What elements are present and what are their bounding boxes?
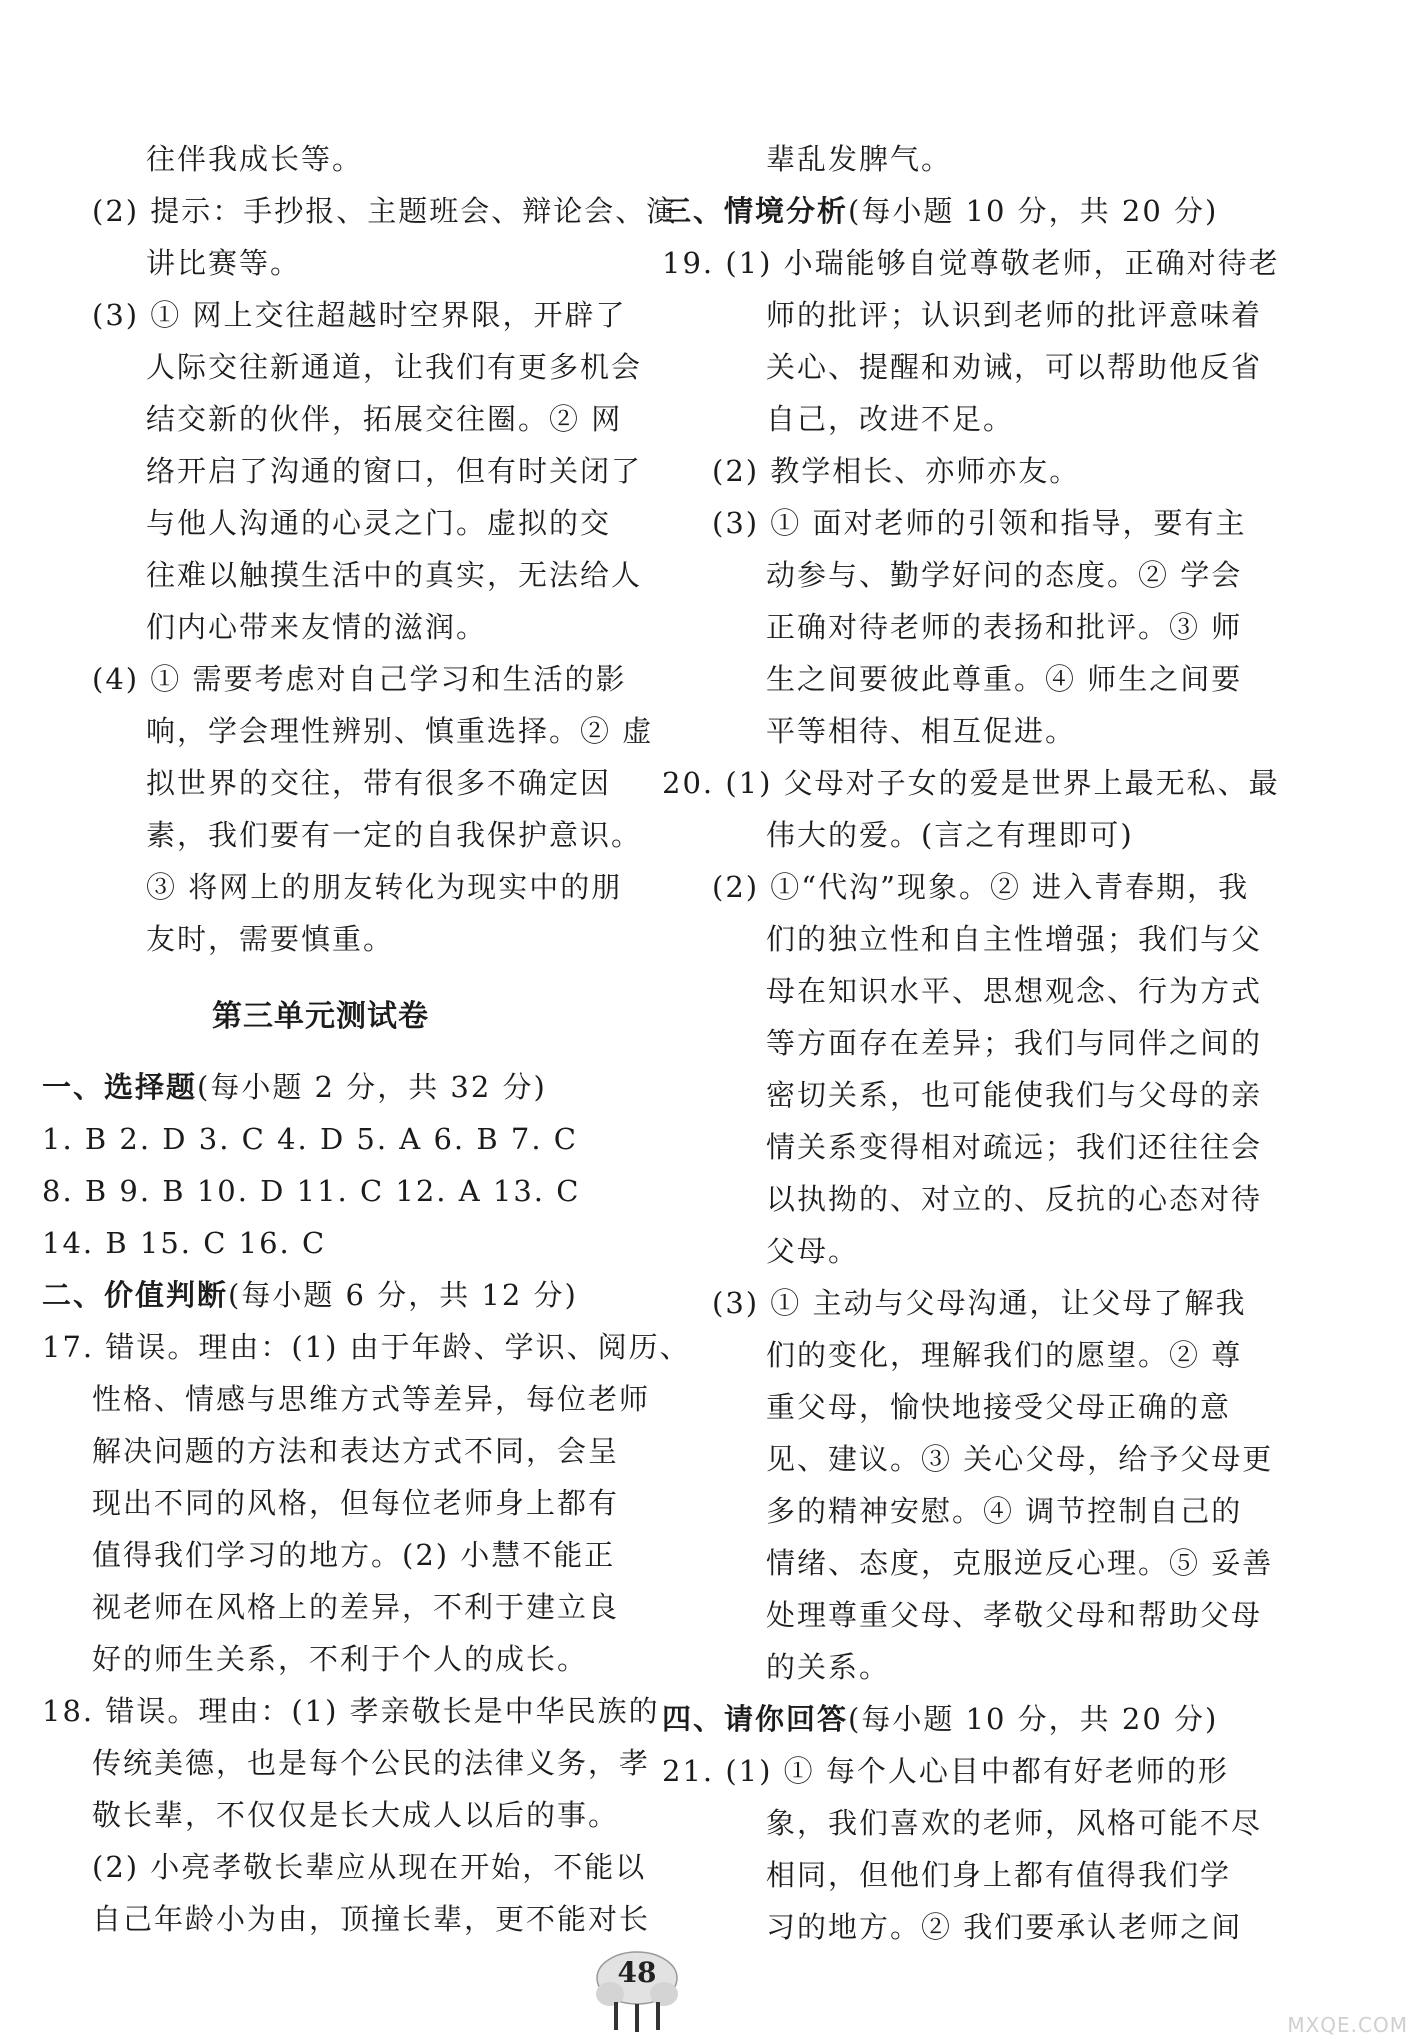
text-line: 伟大的爱。(言之有理即可) — [766, 818, 1134, 852]
text-line: 动参与、勤学好问的态度。② 学会 — [766, 558, 1243, 592]
answer-line: 1. B 2. D 3. C 4. D 5. A 6. B 7. C — [42, 1122, 578, 1156]
text-line: 解决问题的方法和表达方式不同，会呈 — [92, 1434, 620, 1468]
text-line: (2) ①“代沟”现象。② 进入青春期，我 — [712, 870, 1250, 904]
text-line: 重父母，愉快地接受父母正确的意 — [766, 1390, 1232, 1424]
text-line: 象，我们喜欢的老师，风格可能不尽 — [766, 1806, 1263, 1840]
text-line: 视老师在风格上的差异，不利于建立良 — [92, 1590, 620, 1624]
text-line: 辈乱发脾气。 — [766, 142, 953, 176]
text-line: 平等相待、相互促进。 — [766, 714, 1077, 748]
answer-line: 8. B 9. B 10. D 11. C 12. A 13. C — [42, 1174, 581, 1208]
text-line: 17. 错误。理由：(1) 由于年龄、学识、阅历、 — [42, 1330, 691, 1364]
text-line: 情绪、态度，克服逆反心理。⑤ 妥善 — [766, 1546, 1274, 1580]
text-line: (2) 小亮孝敬长辈应从现在开始，不能以 — [92, 1850, 647, 1884]
text-line: 们内心带来友情的滋润。 — [146, 610, 488, 644]
section-heading: 四、请你回答(每小题 10 分，共 20 分) — [662, 1702, 1219, 1736]
text-line: 21. (1) ① 每个人心目中都有好老师的形 — [662, 1754, 1229, 1788]
answer-line: 14. B 15. C 16. C — [42, 1226, 327, 1260]
text-line: 拟世界的交往，带有很多不确定因 — [146, 766, 612, 800]
text-line: 师的批评；认识到老师的批评意味着 — [766, 298, 1263, 332]
text-line: 的关系。 — [766, 1650, 891, 1684]
section-heading: 一、选择题(每小题 2 分，共 32 分) — [42, 1070, 547, 1104]
text-line: 情关系变得相对疏远；我们还往往会 — [766, 1130, 1263, 1164]
text-line: 敬长辈，不仅仅是长大成人以后的事。 — [92, 1798, 620, 1832]
text-line: (3) ① 网上交往超越时空界限，开辟了 — [92, 298, 627, 332]
text-line: 们的变化，理解我们的愿望。② 尊 — [766, 1338, 1243, 1372]
text-line: (4) ① 需要考虑对自己学习和生活的影 — [92, 662, 627, 696]
text-line: (2) 教学相长、亦师亦友。 — [712, 454, 1081, 488]
text-line: 18. 错误。理由：(1) 孝亲敬长是中华民族的 — [42, 1694, 660, 1728]
text-line: 多的精神安慰。④ 调节控制自己的 — [766, 1494, 1243, 1528]
page-number: 48 — [617, 1956, 657, 1989]
text-line: 密切关系，也可能使我们与父母的亲 — [766, 1078, 1263, 1112]
page-number-badge — [592, 1948, 682, 2034]
text-line: 关心、提醒和劝诫，可以帮助他反省 — [766, 350, 1263, 384]
text-line: 相同，但他们身上都有值得我们学 — [766, 1858, 1232, 1892]
text-line: (3) ① 主动与父母沟通，让父母了解我 — [712, 1286, 1247, 1320]
text-line: 往伴我成长等。 — [146, 142, 364, 176]
text-line: 正确对待老师的表扬和批评。③ 师 — [766, 610, 1243, 644]
text-line: 友时，需要慎重。 — [146, 922, 395, 956]
text-line: 见、建议。③ 关心父母，给予父母更 — [766, 1442, 1274, 1476]
text-line: 母在知识水平、思想观念、行为方式 — [766, 974, 1263, 1008]
text-line: 传统美德，也是每个公民的法律义务，孝 — [92, 1746, 651, 1780]
text-line: 值得我们学习的地方。(2) 小慧不能正 — [92, 1538, 616, 1572]
text-line: 以执拗的、对立的、反抗的心态对待 — [766, 1182, 1263, 1216]
text-line: 处理尊重父母、孝敬父母和帮助父母 — [766, 1598, 1263, 1632]
text-line: 自己年龄小为由，顶撞长辈，更不能对长 — [92, 1902, 651, 1936]
text-line: ③ 将网上的朋友转化为现实中的朋 — [146, 870, 623, 904]
text-line: 习的地方。② 我们要承认老师之间 — [766, 1910, 1243, 1944]
text-line: 们的独立性和自主性增强；我们与父 — [766, 922, 1263, 956]
text-line: 父母。 — [766, 1234, 860, 1268]
section-title: 第三单元测试卷 — [212, 999, 429, 1034]
text-line: 讲比赛等。 — [146, 246, 302, 280]
watermark-text: MXQE.COM — [1287, 2013, 1408, 2037]
text-line: 自己，改进不足。 — [766, 402, 1015, 436]
text-line: (2) 提示：手抄报、主题班会、辩论会、演 — [92, 194, 678, 228]
text-line: 等方面存在差异；我们与同伴之间的 — [766, 1026, 1263, 1060]
text-line: 结交新的伙伴，拓展交往圈。② 网 — [146, 402, 623, 436]
text-line: (3) ① 面对老师的引领和指导，要有主 — [712, 506, 1247, 540]
text-line: 人际交往新通道，让我们有更多机会 — [146, 350, 643, 384]
text-line: 好的师生关系，不利于个人的成长。 — [92, 1642, 589, 1676]
text-line: 响，学会理性辨别、慎重选择。② 虚 — [146, 714, 654, 748]
section-heading: 三、情境分析(每小题 10 分，共 20 分) — [662, 194, 1219, 228]
text-line: 20. (1) 父母对子女的爱是世界上最无私、最 — [662, 766, 1280, 800]
section-heading: 二、价值判断(每小题 6 分，共 12 分) — [42, 1278, 578, 1312]
text-line: 19. (1) 小瑞能够自觉尊敬老师，正确对待老 — [662, 246, 1280, 280]
text-line: 生之间要彼此尊重。④ 师生之间要 — [766, 662, 1243, 696]
text-line: 络开启了沟通的窗口，但有时关闭了 — [146, 454, 643, 488]
text-line: 素，我们要有一定的自我保护意识。 — [146, 818, 643, 852]
text-line: 往难以触摸生活中的真实，无法给人 — [146, 558, 643, 592]
text-line: 与他人沟通的心灵之门。虚拟的交 — [146, 506, 612, 540]
text-line: 性格、情感与思维方式等差异，每位老师 — [92, 1382, 651, 1416]
watermark — [1218, 1969, 1408, 2039]
text-line: 现出不同的风格，但每位老师身上都有 — [92, 1486, 620, 1520]
